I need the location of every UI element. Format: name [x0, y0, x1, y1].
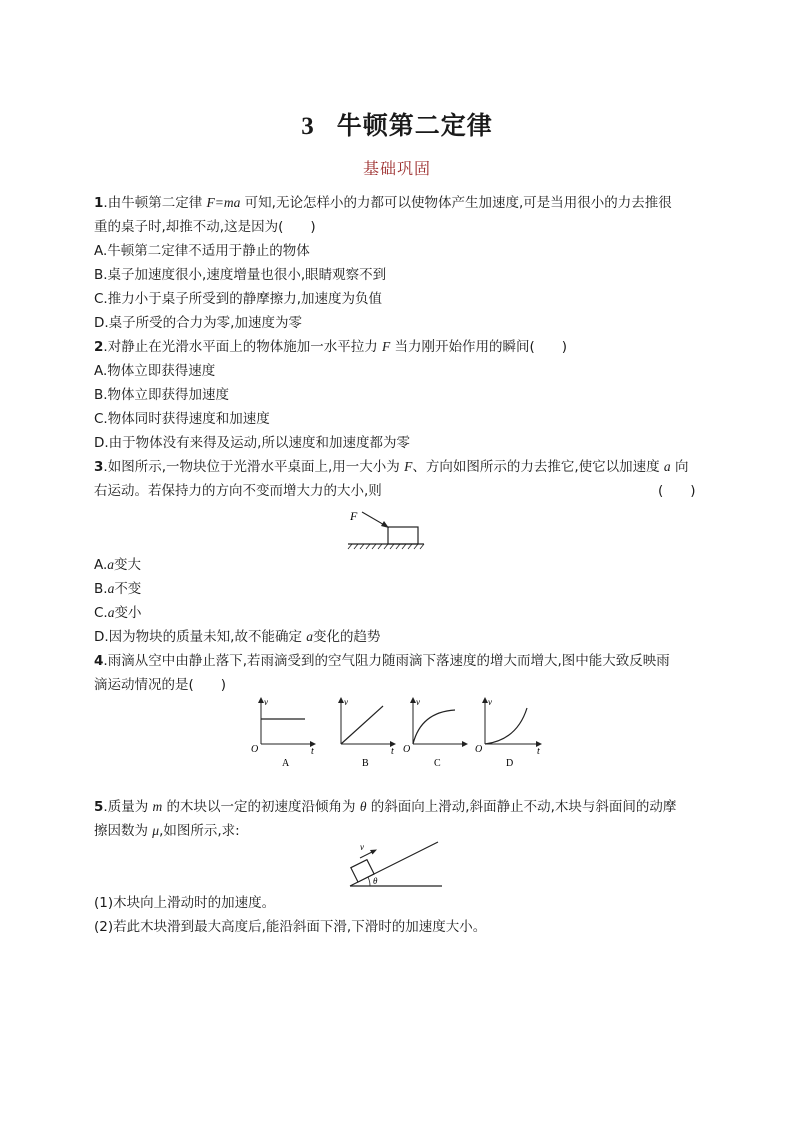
graph-c-label: C	[434, 758, 441, 769]
lesson-title: 牛顿第二定律	[336, 111, 493, 140]
q2-option-a: A.物体立即获得速度	[94, 363, 216, 379]
q4-number: 4	[94, 653, 104, 669]
q1-formula: F=ma	[206, 195, 241, 210]
q5-sub-question-2: (2)若此木块滑到最大高度后,能沿斜面下滑,下滑时的加速度大小。	[94, 919, 487, 935]
graph-d-t: t	[537, 746, 540, 757]
q2-stem: 2.对静止在光滑水平面上的物体施加一水平拉力 F 当力刚开始作用的瞬间( )	[94, 339, 568, 355]
q5-stem-line1: 5.质量为 m 的木块以一定的初速度沿倾角为 θ 的斜面向上滑动,斜面静止不动,木块与斜面间的动摩	[94, 799, 677, 815]
q3-stem-line2: 右运动。若保持力的方向不变而增大力的大小,则	[94, 483, 382, 499]
graph-d	[485, 698, 541, 744]
graph-b-label: B	[362, 758, 369, 769]
q5-stem-line2: 擦因数为 μ,如图所示,求:	[94, 823, 240, 839]
graph-c-v: v	[416, 697, 420, 707]
graph-b	[341, 698, 395, 744]
q3-stem-line1: 3.如图所示,一物块位于光滑水平桌面上,用一大小为 F、方向如图所示的力去推它,使它以加速度 a 向	[94, 459, 689, 475]
graph-a-label: A	[282, 758, 290, 769]
q3-block-figure	[340, 506, 430, 550]
q5-incline-figure	[346, 838, 446, 890]
q1-number: 1	[94, 195, 104, 211]
graph-c-curve	[413, 710, 455, 744]
q5-sub-question-1: (1)木块向上滑动时的加速度。	[94, 895, 276, 911]
ground-hatching	[348, 544, 424, 549]
graph-a-v: v	[264, 697, 268, 707]
graph-a-t: t	[311, 746, 314, 757]
q1-stem-line1: 1.由牛顿第二定律 F=ma 可知,无论怎样小的力都可以使物体产生加速度,可是当用很小的力去推很	[94, 195, 672, 211]
q2-number: 2	[94, 339, 104, 355]
q1-option-a: A.牛顿第二定律不适用于静止的物体	[94, 243, 310, 259]
lesson-number: 3	[301, 113, 315, 140]
q3-option-a: A.a变大	[94, 557, 142, 573]
q2-option-d: D.由于物体没有来得及运动,所以速度和加速度都为零	[94, 435, 410, 451]
graph-b-t: t	[391, 746, 394, 757]
graph-b-v: v	[344, 697, 348, 707]
q3-answer-paren: ( )	[658, 483, 696, 499]
graph-b-curve	[341, 706, 383, 744]
q1-option-b: B.桌子加速度很小,速度增量也很小,眼睛观察不到	[94, 267, 387, 283]
graph-d-origin: O	[475, 744, 483, 755]
q1-option-d: D.桌子所受的合力为零,加速度为零	[94, 315, 302, 331]
q1-option-c: C.推力小于桌子所受到的静摩擦力,加速度为负值	[94, 291, 383, 307]
q3-option-d: D.因为物块的质量未知,故不能确定 a变化的趋势	[94, 629, 381, 645]
force-arrowhead	[381, 521, 389, 528]
q4-stem-line2: 滴运动情况的是( )	[94, 677, 227, 693]
force-label: F	[350, 509, 358, 523]
graph-d-curve	[485, 708, 527, 744]
section-heading: 基础巩固	[362, 159, 431, 178]
q5-number: 5	[94, 799, 104, 815]
q3-number: 3	[94, 459, 104, 475]
q2-option-c: C.物体同时获得速度和加速度	[94, 411, 270, 427]
graph-d-v: v	[488, 697, 492, 707]
graph-c-origin: O	[403, 744, 411, 755]
graph-d-label: D	[506, 758, 514, 769]
graph-a-origin: O	[251, 744, 259, 755]
graph-c	[413, 698, 467, 744]
angle-label: θ	[373, 876, 378, 886]
angle-arc	[368, 877, 370, 886]
q4-stem-line1: 4.雨滴从空中由静止落下,若雨滴受到的空气阻力随雨滴下落速度的增大而增大,图中能大致反映雨	[94, 653, 670, 669]
sliding-block	[351, 860, 374, 882]
velocity-label: v	[360, 842, 364, 852]
q1-stem-line2: 重的桌子时,却推不动,这是因为( )	[94, 219, 316, 235]
block	[388, 527, 418, 544]
q3-option-b: B.a不变	[94, 581, 142, 597]
graph-a	[261, 698, 315, 744]
q3-option-c: C.a变小	[94, 605, 142, 621]
q2-option-b: B.物体立即获得加速度	[94, 387, 230, 403]
page-title	[0, 106, 794, 142]
q4-vt-graphs	[245, 694, 550, 770]
